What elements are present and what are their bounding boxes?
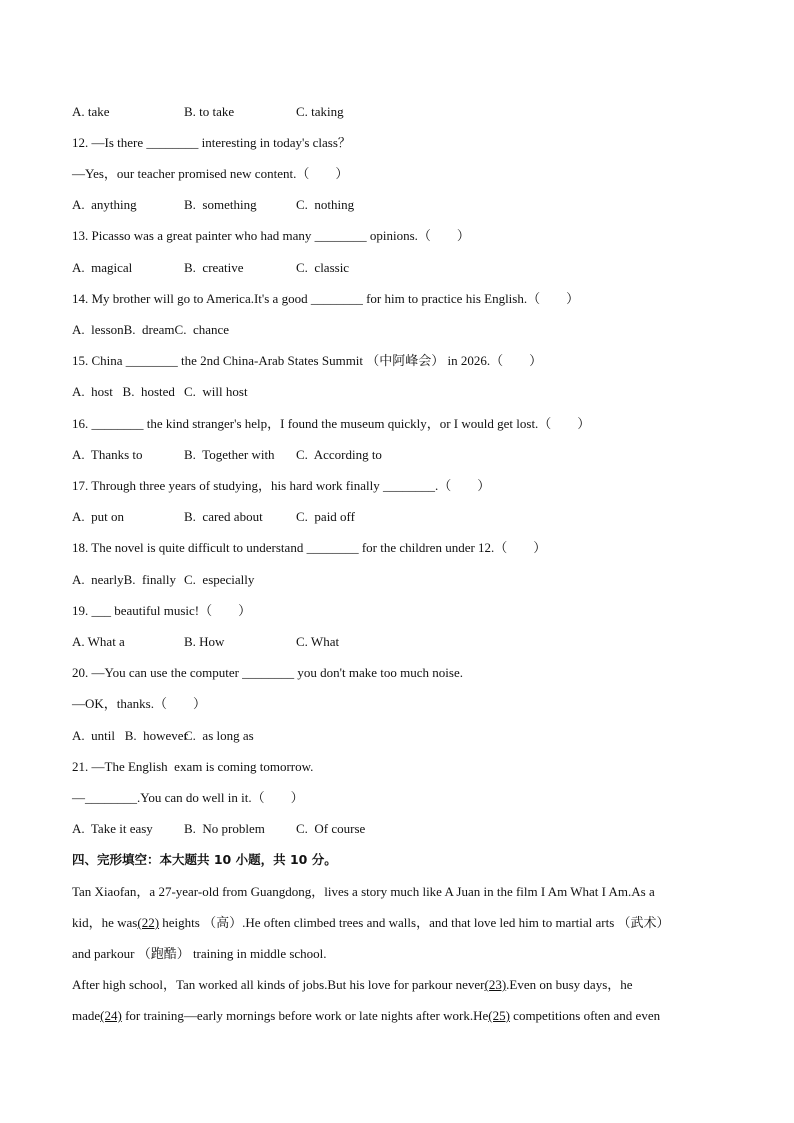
answer-option: B. No problem [184,821,265,836]
answer-option: C. nothing [296,197,355,212]
answer-option: C. as long as [184,728,254,743]
question-line: 16. ________ the kind stranger's help，I found the museum quickly，or I would get lost.（ ） [72,416,591,431]
passage-text: competitions often and even [509,1008,661,1023]
question-line: and parkour （跑酷） training in middle school. [72,946,327,961]
answer-option: A. host B. hosted [72,384,175,399]
question-line: 14. My brother will go to America.It's a good ________ for him to practice his English.（ ） [72,291,580,306]
answer-option: B. cared about [184,509,263,524]
answer-option: B. creative [184,260,244,275]
blank-number: (23) [484,977,507,992]
answer-option: A. anything [72,197,137,212]
question-line: —Yes，our teacher promised new content.（ ） [72,166,349,181]
answer-option: A. take [72,104,110,119]
passage-text: .Even on busy days，he [506,977,633,992]
passage-text: heights （高）.He often climbed trees and walls，and that love led him to martial arts （武术） [159,915,670,930]
answer-option: C. Of course [296,821,366,836]
answer-option: B. How [184,634,225,649]
answer-option: C. What [296,634,340,649]
question-line: 15. China ________ the 2nd China-Arab States Summit （中阿峰会） in 2026.（ ） [72,353,543,368]
passage-line [72,1008,660,1024]
question-line: —________.You can do well in it.（ ） [72,790,304,805]
blank-number: (25) [488,1008,510,1023]
answer-option: B. to take [184,104,235,119]
passage-line [72,977,633,993]
answer-option: A. Take it easy [72,821,153,836]
answer-option: A. put on [72,509,124,524]
passage-text: made [72,1008,101,1023]
answer-option: A. What a [72,634,125,649]
answer-option: A. nearlyB. finally [72,572,176,587]
question-line: 19. ___ beautiful music!（ ） [72,603,252,618]
answer-option: C. taking [296,104,344,119]
answer-option: A. magical [72,260,133,275]
answer-option: A. until B. however [72,728,188,743]
question-line: 20. —You can use the computer ________ you don't make too much noise. [72,665,463,680]
question-line: 13. Picasso was a great painter who had many ________ opinions.（ ） [72,228,470,243]
answer-option: A. lessonB. dreamC. chance [72,322,230,337]
passage-line [72,915,670,931]
question-line: 21. —The English exam is coming tomorrow. [72,759,314,774]
question-line: —OK，thanks.（ ） [72,696,206,711]
passage-text: After high school，Tan worked all kinds of jobs.But his love for parkour never [72,977,485,992]
passage-text: kid，he was [72,915,138,930]
question-line: 12. —Is there ________ interesting in today's class？ [72,135,351,150]
question-line: Tan Xiaofan，a 27-year-old from Guangdong，lives a story much like A Juan in the film I Am What I Am.As a [72,884,655,899]
answer-option: B. Together with [184,447,275,462]
passage-text: for training—early mornings before work or late nights after work.He [121,1008,489,1023]
answer-option: C. classic [296,260,350,275]
section-heading: 四、完形填空：本大题共 10 小题，共 10 分。 [72,852,337,867]
blank-number: (22) [137,915,160,930]
blank-number: (24) [100,1008,122,1023]
answer-option: B. something [184,197,257,212]
question-line: 18. The novel is quite difficult to understand ________ for the children under 12.（ ） [72,540,547,555]
answer-option: C. paid off [296,509,355,524]
answer-option: C. will host [184,384,248,399]
question-line: 17. Through three years of studying，his hard work finally ________.（ ） [72,478,491,493]
answer-option: C. According to [296,447,382,462]
answer-option: A. Thanks to [72,447,143,462]
answer-option: C. especially [184,572,255,587]
